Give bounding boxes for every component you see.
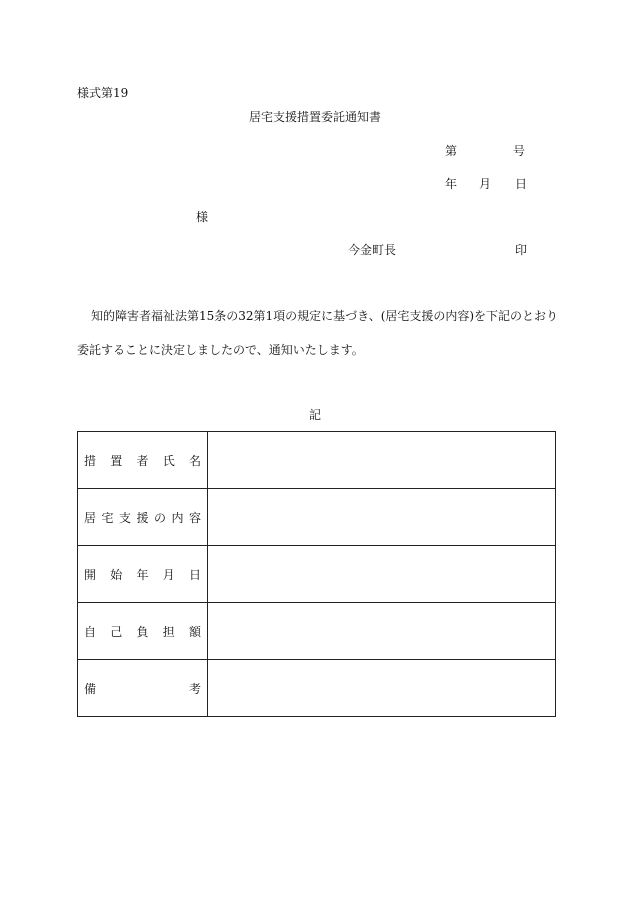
form-number: 様式第19 [77,86,129,100]
issuer-name: 今金町長 [348,243,397,257]
row-label-cell [78,489,208,546]
body-text-line-1: 知的障害者福祉法第15条の32第1項の規定に基づき、(居宅支援の内容)を下記のとおり [91,309,559,323]
row-value-cell [208,546,556,603]
document-number-prefix: 第 [445,144,458,158]
table-row [78,432,556,489]
ki-heading: 記 [308,408,321,422]
table-row [78,489,556,546]
row-value-cell [208,432,556,489]
row-label-cell [78,603,208,660]
row-label-cell [78,432,208,489]
row-value-cell [208,489,556,546]
row-label: 開始年月日 [84,567,201,582]
row-label: 措置者氏名 [84,453,201,468]
table-row [78,660,556,717]
body-text-line-2: 委託することに決定しましたので、通知いたします。 [77,343,364,357]
date-day-label: 日 [515,177,528,191]
row-value-cell [208,603,556,660]
addressee-suffix: 様 [196,210,209,224]
row-label: 備考 [84,681,201,696]
table-row [78,546,556,603]
document-number-suffix: 号 [513,144,526,158]
row-label: 居宅支援の内容 [84,510,201,525]
seal-mark: 印 [515,243,528,257]
date-year-label: 年 [445,177,458,191]
row-label-cell [78,660,208,717]
date-month-label: 月 [479,177,492,191]
row-label-cell [78,546,208,603]
record-table [77,431,556,717]
row-value-cell [208,660,556,717]
row-label: 自己負担額 [84,624,201,639]
document-title: 居宅支援措置委託通知書 [248,110,381,124]
table-row [78,603,556,660]
